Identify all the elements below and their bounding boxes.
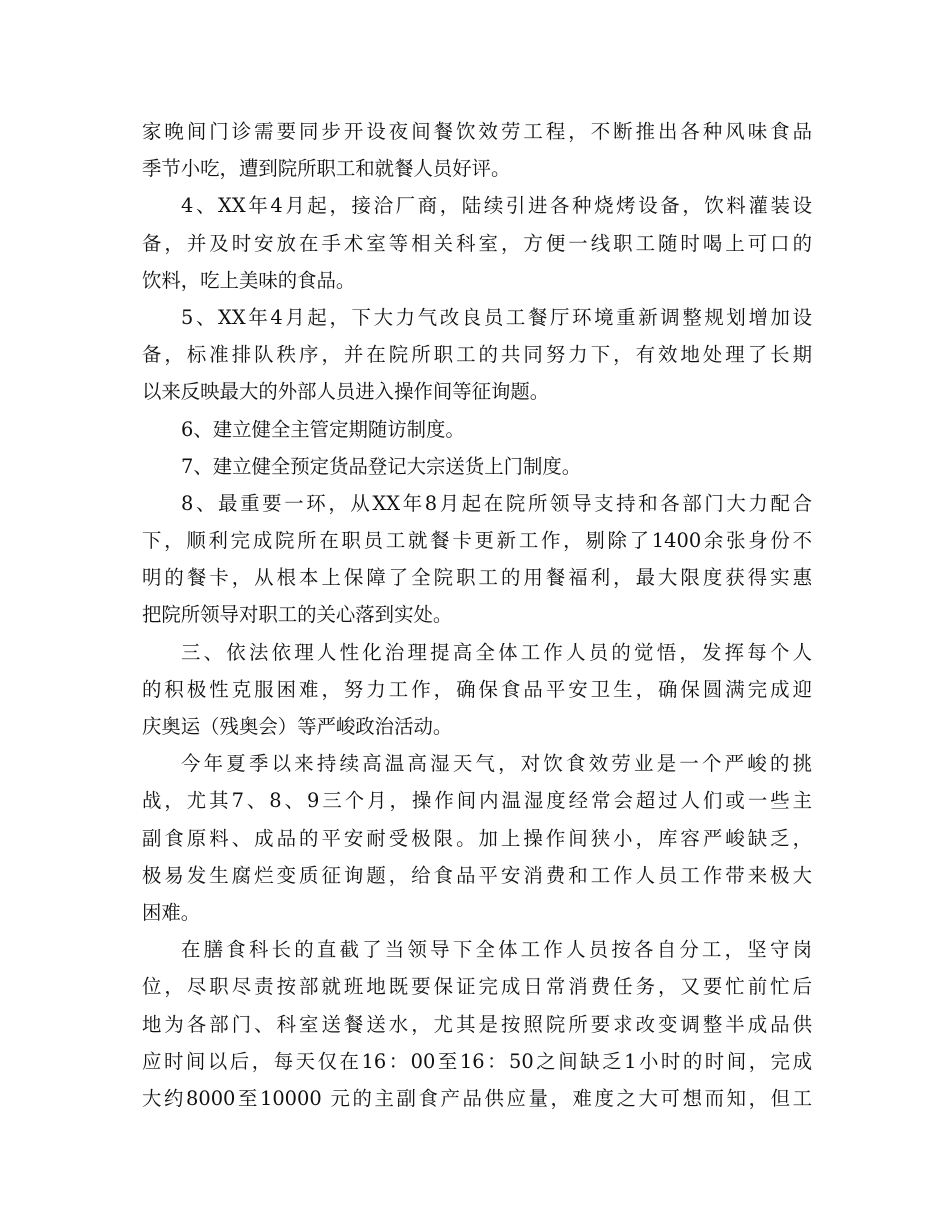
text-line: 三、依法依理人性化治理提高全体工作人员的觉悟，发挥每个人 — [181, 640, 812, 664]
text-line: 极易发生腐烂变质征询题，给食品平安消费和工作人员工作带来极大 — [142, 863, 812, 887]
paragraph-item-6 — [142, 411, 812, 448]
text-line: 8、最重要一环，从XX年8月起在院所领导支持和各部门大力配合 — [181, 491, 812, 515]
text-line: 战，尤其7、8、9三个月，操作间内温湿度经常会超过人们或一些主 — [142, 789, 812, 813]
text-line: 地为各部门、科室送餐送水，尤其是按照院所要求改变调整半成品供 — [142, 1012, 812, 1036]
text-line: 把院所领导对职工的关心落到实处。 — [142, 603, 453, 627]
text-line: 在膳食科长的直截了当领导下全体工作人员按各自分工，坚守岗 — [181, 938, 812, 962]
paragraph-summer-weather — [142, 745, 812, 931]
text-line: 明的餐卡，从根本上保障了全院职工的用餐福利，最大限度获得实惠 — [142, 566, 812, 590]
paragraph-item-5 — [142, 299, 812, 411]
text-line: 4、XX年4月起，接洽厂商，陆续引进各种烧烤设备，饮料灌装设 — [181, 194, 812, 218]
text-line: 庆奥运（残奥会）等严峻政治活动。 — [142, 715, 453, 738]
text-line: 备，并及时安放在手术室等相关科室，方便一线职工随时喝上可口的 — [142, 231, 812, 255]
text-line: 困难。 — [142, 900, 201, 924]
paragraph-item-7 — [142, 448, 812, 485]
text-line: 6、建立健全主管定期随访制度。 — [181, 417, 465, 441]
paragraph-item-8 — [142, 485, 812, 634]
text-line: 大约8000至10000 元的主副食产品供应量，难度之大可想而知，但工 — [142, 1086, 812, 1110]
paragraph-continuation — [142, 113, 812, 187]
text-line: 家晚间门诊需要同步开设夜间餐饮效劳工程，不断推出各种风味食品 — [142, 120, 812, 143]
text-line: 副食原料、成品的平安耐受极限。加上操作间狭小，库容严峻缺乏， — [142, 826, 812, 850]
text-line: 备，标准排队秩序，并在院所职工的共同努力下，有效地处理了长期 — [142, 343, 812, 367]
text-line: 下，顺利完成院所在职员工就餐卡更新工作，剔除了1400余张身份不 — [142, 529, 812, 553]
section-heading-three — [142, 634, 812, 746]
text-line: 的积极性克服困难，努力工作，确保食品平安卫生，确保圆满完成迎 — [142, 677, 812, 701]
document-body — [142, 113, 812, 1117]
text-line: 7、建立健全预定货品登记大宗送货上门制度。 — [181, 454, 582, 478]
text-line: 今年夏季以来持续高温高湿天气，对饮食效劳业是一个严峻的挑 — [181, 752, 812, 776]
text-line: 5、XX年4月起，下大力气改良员工餐厅环境重新调整规划增加设 — [181, 305, 812, 329]
text-line: 应时间以后，每天仅在16：00至16：50之间缺乏1小时的时间，完成 — [142, 1049, 812, 1073]
paragraph-staff-work — [142, 931, 812, 1117]
text-line: 位，尽职尽责按部就班地既要保证完成日常消费任务，又要忙前忙后 — [142, 975, 812, 999]
text-line: 饮料，吃上美味的食品。 — [142, 268, 356, 292]
paragraph-item-4 — [142, 187, 812, 299]
text-line: 以来反映最大的外部人员进入操作间等征询题。 — [142, 380, 550, 404]
text-line: 季节小吃，遭到院所职工和就餐人员好评。 — [142, 157, 511, 181]
